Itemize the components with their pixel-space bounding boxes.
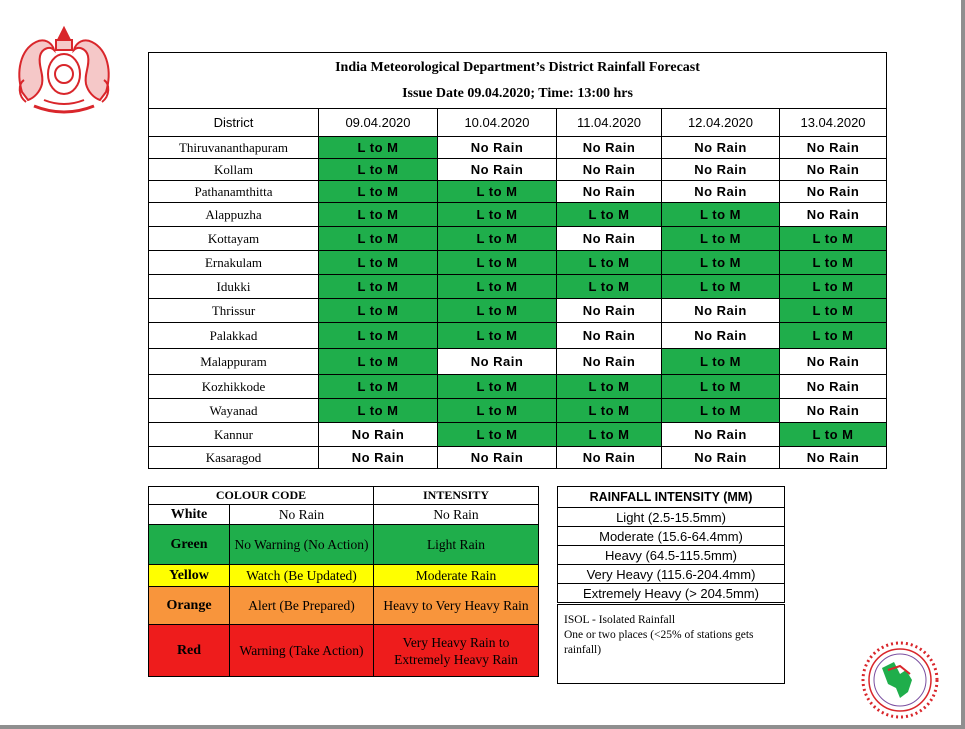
forecast-title-cell bbox=[149, 53, 887, 109]
district-name: Thiruvananthapuram bbox=[149, 137, 319, 159]
forecast-cell: No Rain bbox=[438, 137, 557, 159]
district-name: Kottayam bbox=[149, 227, 319, 251]
table-row bbox=[149, 323, 887, 349]
forecast-cell: L to M bbox=[557, 275, 662, 299]
forecast-cell: No Rain bbox=[780, 203, 887, 227]
colour-warning: No Warning (No Action) bbox=[230, 525, 374, 565]
date-header: 11.04.2020 bbox=[557, 109, 662, 137]
forecast-cell: No Rain bbox=[557, 227, 662, 251]
forecast-cell: L to M bbox=[319, 299, 438, 323]
forecast-cell: No Rain bbox=[780, 137, 887, 159]
colour-intensity: Moderate Rain bbox=[374, 565, 539, 587]
isol-note-text: One or two places (<25% of stations gets rainfall) bbox=[564, 629, 754, 656]
forecast-cell: L to M bbox=[557, 375, 662, 399]
district-header: District bbox=[149, 109, 319, 137]
district-name: Kollam bbox=[149, 159, 319, 181]
forecast-cell: L to M bbox=[662, 203, 780, 227]
forecast-cell: L to M bbox=[438, 181, 557, 203]
rainfall-intensity-header: RAINFALL INTENSITY (MM) bbox=[558, 487, 785, 508]
table-row bbox=[149, 181, 887, 203]
forecast-cell: L to M bbox=[662, 375, 780, 399]
district-name: Thrissur bbox=[149, 299, 319, 323]
district-name: Kozhikkode bbox=[149, 375, 319, 399]
forecast-cell: No Rain bbox=[662, 447, 780, 469]
forecast-cell: No Rain bbox=[780, 375, 887, 399]
district-name: Palakkad bbox=[149, 323, 319, 349]
forecast-cell: L to M bbox=[780, 275, 887, 299]
kerala-emblem-icon bbox=[14, 22, 114, 118]
forecast-cell: L to M bbox=[662, 227, 780, 251]
table-row bbox=[149, 251, 887, 275]
date-header: 10.04.2020 bbox=[438, 109, 557, 137]
district-name: Ernakulam bbox=[149, 251, 319, 275]
forecast-cell: L to M bbox=[438, 299, 557, 323]
forecast-cell: No Rain bbox=[557, 159, 662, 181]
forecast-cell: L to M bbox=[780, 251, 887, 275]
intensity-range: Moderate (15.6-64.4mm) bbox=[558, 527, 785, 546]
forecast-cell: No Rain bbox=[557, 447, 662, 469]
colour-warning: Watch (Be Updated) bbox=[230, 565, 374, 587]
district-name: Wayanad bbox=[149, 399, 319, 423]
forecast-cell: No Rain bbox=[557, 181, 662, 203]
district-name: Malappuram bbox=[149, 349, 319, 375]
colour-row bbox=[149, 505, 539, 525]
forecast-cell: L to M bbox=[438, 323, 557, 349]
forecast-cell: L to M bbox=[319, 323, 438, 349]
colour-row bbox=[149, 565, 539, 587]
intensity-range: Light (2.5-15.5mm) bbox=[558, 508, 785, 527]
intensity-row bbox=[558, 584, 785, 603]
forecast-cell: L to M bbox=[557, 203, 662, 227]
forecast-cell: L to M bbox=[438, 423, 557, 447]
district-name: Idukki bbox=[149, 275, 319, 299]
forecast-cell: No Rain bbox=[557, 299, 662, 323]
header-row bbox=[149, 109, 887, 137]
table-row bbox=[149, 447, 887, 469]
district-forecast-table bbox=[148, 52, 887, 469]
colour-row bbox=[149, 525, 539, 565]
colour-code-table bbox=[148, 486, 539, 677]
forecast-cell: L to M bbox=[319, 203, 438, 227]
forecast-cell: No Rain bbox=[780, 181, 887, 203]
intensity-row bbox=[558, 546, 785, 565]
forecast-cell: No Rain bbox=[438, 349, 557, 375]
colour-row bbox=[149, 625, 539, 677]
forecast-cell: L to M bbox=[557, 251, 662, 275]
colour-row bbox=[149, 587, 539, 625]
forecast-cell: L to M bbox=[319, 349, 438, 375]
forecast-cell: L to M bbox=[662, 251, 780, 275]
colour-name: Red bbox=[149, 625, 230, 677]
forecast-cell: No Rain bbox=[662, 323, 780, 349]
forecast-cell: No Rain bbox=[780, 399, 887, 423]
district-name: Alappuzha bbox=[149, 203, 319, 227]
table-row bbox=[149, 137, 887, 159]
table-row bbox=[149, 375, 887, 399]
forecast-cell: L to M bbox=[438, 203, 557, 227]
district-name: Pathanamthitta bbox=[149, 181, 319, 203]
colour-name: Green bbox=[149, 525, 230, 565]
forecast-cell: L to M bbox=[662, 399, 780, 423]
intensity-header: INTENSITY bbox=[374, 487, 539, 505]
table-row bbox=[149, 299, 887, 323]
forecast-cell: L to M bbox=[319, 399, 438, 423]
forecast-cell: No Rain bbox=[662, 181, 780, 203]
colour-warning: No Rain bbox=[230, 505, 374, 525]
date-header: 12.04.2020 bbox=[662, 109, 780, 137]
isol-note bbox=[557, 604, 785, 684]
forecast-cell: L to M bbox=[319, 275, 438, 299]
intensity-row bbox=[558, 508, 785, 527]
isol-note-title: ISOL - Isolated Rainfall bbox=[564, 614, 676, 626]
forecast-cell: L to M bbox=[438, 399, 557, 423]
forecast-cell: No Rain bbox=[662, 299, 780, 323]
forecast-cell: L to M bbox=[438, 275, 557, 299]
district-name: Kasaragod bbox=[149, 447, 319, 469]
forecast-cell: L to M bbox=[780, 423, 887, 447]
forecast-cell: No Rain bbox=[662, 159, 780, 181]
date-header: 13.04.2020 bbox=[780, 109, 887, 137]
colour-intensity: Heavy to Very Heavy Rain bbox=[374, 587, 539, 625]
table-row bbox=[149, 399, 887, 423]
table-row bbox=[149, 423, 887, 447]
colour-code-header: COLOUR CODE bbox=[149, 487, 374, 505]
colour-name: Orange bbox=[149, 587, 230, 625]
forecast-cell: No Rain bbox=[438, 447, 557, 469]
forecast-cell: No Rain bbox=[780, 447, 887, 469]
intensity-row bbox=[558, 565, 785, 584]
forecast-cell: L to M bbox=[438, 375, 557, 399]
issue-date: Issue Date 09.04.2020; Time: 13:00 hrs bbox=[402, 85, 633, 101]
table-row bbox=[149, 203, 887, 227]
table-row bbox=[149, 227, 887, 251]
forecast-cell: L to M bbox=[319, 227, 438, 251]
intensity-row bbox=[558, 527, 785, 546]
colour-name: White bbox=[149, 505, 230, 525]
colour-intensity: No Rain bbox=[374, 505, 539, 525]
forecast-cell: L to M bbox=[319, 159, 438, 181]
forecast-cell: L to M bbox=[319, 137, 438, 159]
forecast-cell: No Rain bbox=[557, 349, 662, 375]
forecast-cell: L to M bbox=[662, 349, 780, 375]
forecast-cell: No Rain bbox=[780, 349, 887, 375]
forecast-cell: L to M bbox=[438, 227, 557, 251]
forecast-cell: L to M bbox=[780, 227, 887, 251]
intensity-range: Extremely Heavy (> 204.5mm) bbox=[558, 584, 785, 603]
intensity-range: Heavy (64.5-115.5mm) bbox=[558, 546, 785, 565]
forecast-cell: No Rain bbox=[319, 447, 438, 469]
colour-name: Yellow bbox=[149, 565, 230, 587]
forecast-cell: No Rain bbox=[662, 423, 780, 447]
intensity-range: Very Heavy (115.6-204.4mm) bbox=[558, 565, 785, 584]
rainfall-intensity-table bbox=[557, 486, 785, 603]
colour-warning: Warning (Take Action) bbox=[230, 625, 374, 677]
table-row bbox=[149, 349, 887, 375]
colour-intensity: Very Heavy Rain to Extremely Heavy Rain bbox=[374, 625, 539, 677]
forecast-cell: L to M bbox=[557, 423, 662, 447]
forecast-cell: L to M bbox=[662, 275, 780, 299]
forecast-cell: No Rain bbox=[438, 159, 557, 181]
forecast-cell: L to M bbox=[438, 251, 557, 275]
forecast-cell: L to M bbox=[319, 181, 438, 203]
forecast-cell: No Rain bbox=[319, 423, 438, 447]
date-header: 09.04.2020 bbox=[319, 109, 438, 137]
colour-intensity: Light Rain bbox=[374, 525, 539, 565]
forecast-title: India Meteorological Department’s District Rainfall Forecast bbox=[335, 59, 700, 75]
forecast-cell: L to M bbox=[557, 399, 662, 423]
table-row bbox=[149, 275, 887, 299]
district-name: Kannur bbox=[149, 423, 319, 447]
forecast-cell: No Rain bbox=[662, 137, 780, 159]
forecast-cell: No Rain bbox=[557, 137, 662, 159]
colour-warning: Alert (Be Prepared) bbox=[230, 587, 374, 625]
forecast-cell: No Rain bbox=[780, 159, 887, 181]
forecast-cell: L to M bbox=[780, 299, 887, 323]
table-row bbox=[149, 159, 887, 181]
forecast-cell: L to M bbox=[319, 375, 438, 399]
forecast-cell: L to M bbox=[319, 251, 438, 275]
imd-logo-icon bbox=[860, 640, 940, 720]
forecast-cell: No Rain bbox=[557, 323, 662, 349]
forecast-cell: L to M bbox=[780, 323, 887, 349]
